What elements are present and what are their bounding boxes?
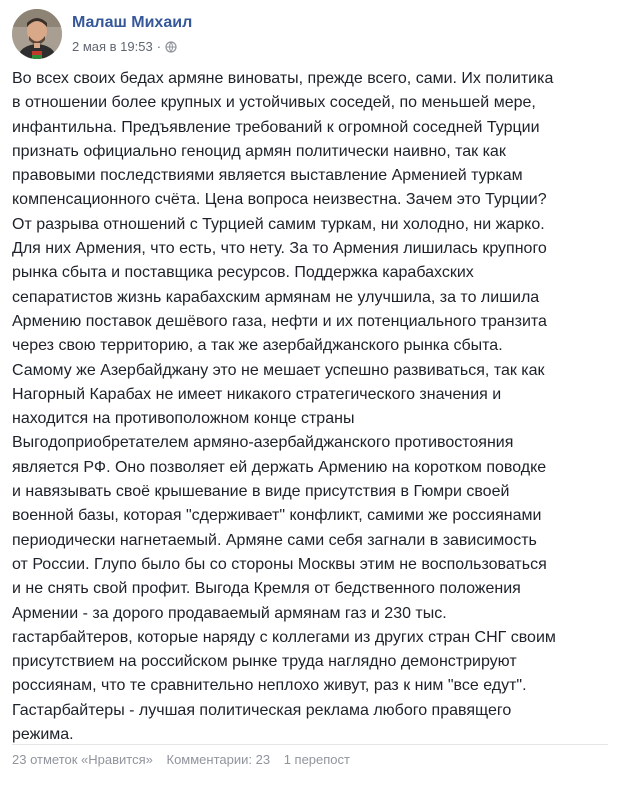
avatar-photo <box>12 9 62 59</box>
post-text-line: через свою территорию, а так же азербайджанского рынка сбыта. <box>12 337 503 355</box>
post-meta <box>72 39 177 56</box>
post-text-line: сепаратистов жизнь карабахским армянам не улучшила, за то лишила <box>12 288 540 306</box>
post-text-line: от России. Глупо было бы со стороны Москвы этим не воспользоваться <box>12 555 547 573</box>
post-header <box>12 6 612 62</box>
post-text-line: в отношении более крупных и устойчивых соседей, по меньшей мере, <box>12 94 536 112</box>
author-name[interactable]: Малаш Михаил <box>72 14 193 31</box>
likes-count[interactable]: 23 отметок «Нравится» <box>12 752 153 767</box>
post-text-line: гастарбайтеров, которые наряду с коллегами из других стран СНГ своим <box>12 628 556 646</box>
post-text-line: военной базы, которая "сдерживает" конфликт, самими же россиянами <box>12 507 542 525</box>
meta-separator: · <box>156 39 162 54</box>
post-text-line: Армении - за дорого продаваемый армянам газ и 230 тыс. <box>12 604 447 622</box>
post-text-line: и не снять свой профит. Выгода Кремля от бедственного положения <box>12 580 521 598</box>
post-text-line: компенсационного счёта. Цена вопроса неизвестна. Зачем это Турции? <box>12 191 547 209</box>
post-text-line: инфантильна. Предъявление требований к огромной соседней Турции <box>12 118 540 136</box>
post-text-line: Гастарбайтеры - лучшая политическая реклама любого правящего <box>12 701 512 719</box>
post-text-line: режима. <box>12 726 74 744</box>
post-text-line: периодически нагнетаемый. Армяне сами себя загнали в зависимость <box>12 531 537 549</box>
post-text-line: присутствием на российском рынке труда наглядно демонстрируют <box>12 653 517 671</box>
globe-icon[interactable] <box>165 41 177 56</box>
post-text-line: Для них Армения, что есть, что нету. За то Армения лишилась крупного <box>12 240 547 258</box>
post-text-line: признать официально геноцид армян политически наивно, так как <box>12 142 506 160</box>
post-text-line: рынка сбыта и поставщика ресурсов. Поддержка карабахских <box>12 264 474 282</box>
post-text-line: находится на противоположном конце страны <box>12 410 355 428</box>
post-text-line: Во всех своих бедах армяне виноваты, прежде всего, сами. Их политика <box>12 70 554 87</box>
footer-divider <box>12 744 608 745</box>
avatar[interactable] <box>12 9 62 59</box>
post-text-line: и навязывать своё крышевание в виде присутствия в Гюмри своей <box>12 483 510 501</box>
shares-count[interactable]: 1 перепост <box>283 752 350 767</box>
post-text-line: Выгодоприобретателем армяно-азербайджанского противостояния <box>12 434 514 452</box>
post-footer <box>12 752 360 772</box>
comments-count[interactable]: Комментарии: 23 <box>166 752 271 767</box>
post-text-line: Самому же Азербайджану это не мешает успешно развиваться, так как <box>12 361 545 379</box>
post-text-line: Армению поставок дешёвого газа, нефти и их потенциального транзита <box>12 312 547 330</box>
post-text-line: От разрыва отношений с Турцией самим туркам, ни холодно, ни жарко. <box>12 215 545 233</box>
post-text-line: правовыми последствиями является выставление Арменией туркам <box>12 167 523 185</box>
post-text-line: Нагорный Карабах не имеет никакого стратегического значения и <box>12 385 502 403</box>
post-text-line: россиянам, что те сравнительно неплохо живут, раз к ним "все едут". <box>12 677 527 695</box>
post-body <box>12 67 608 747</box>
post-timestamp[interactable]: 2 мая в 19:53 <box>72 39 153 54</box>
post-text-line: является РФ. Оно позволяет ей держать Армению на коротком поводке <box>12 458 547 476</box>
